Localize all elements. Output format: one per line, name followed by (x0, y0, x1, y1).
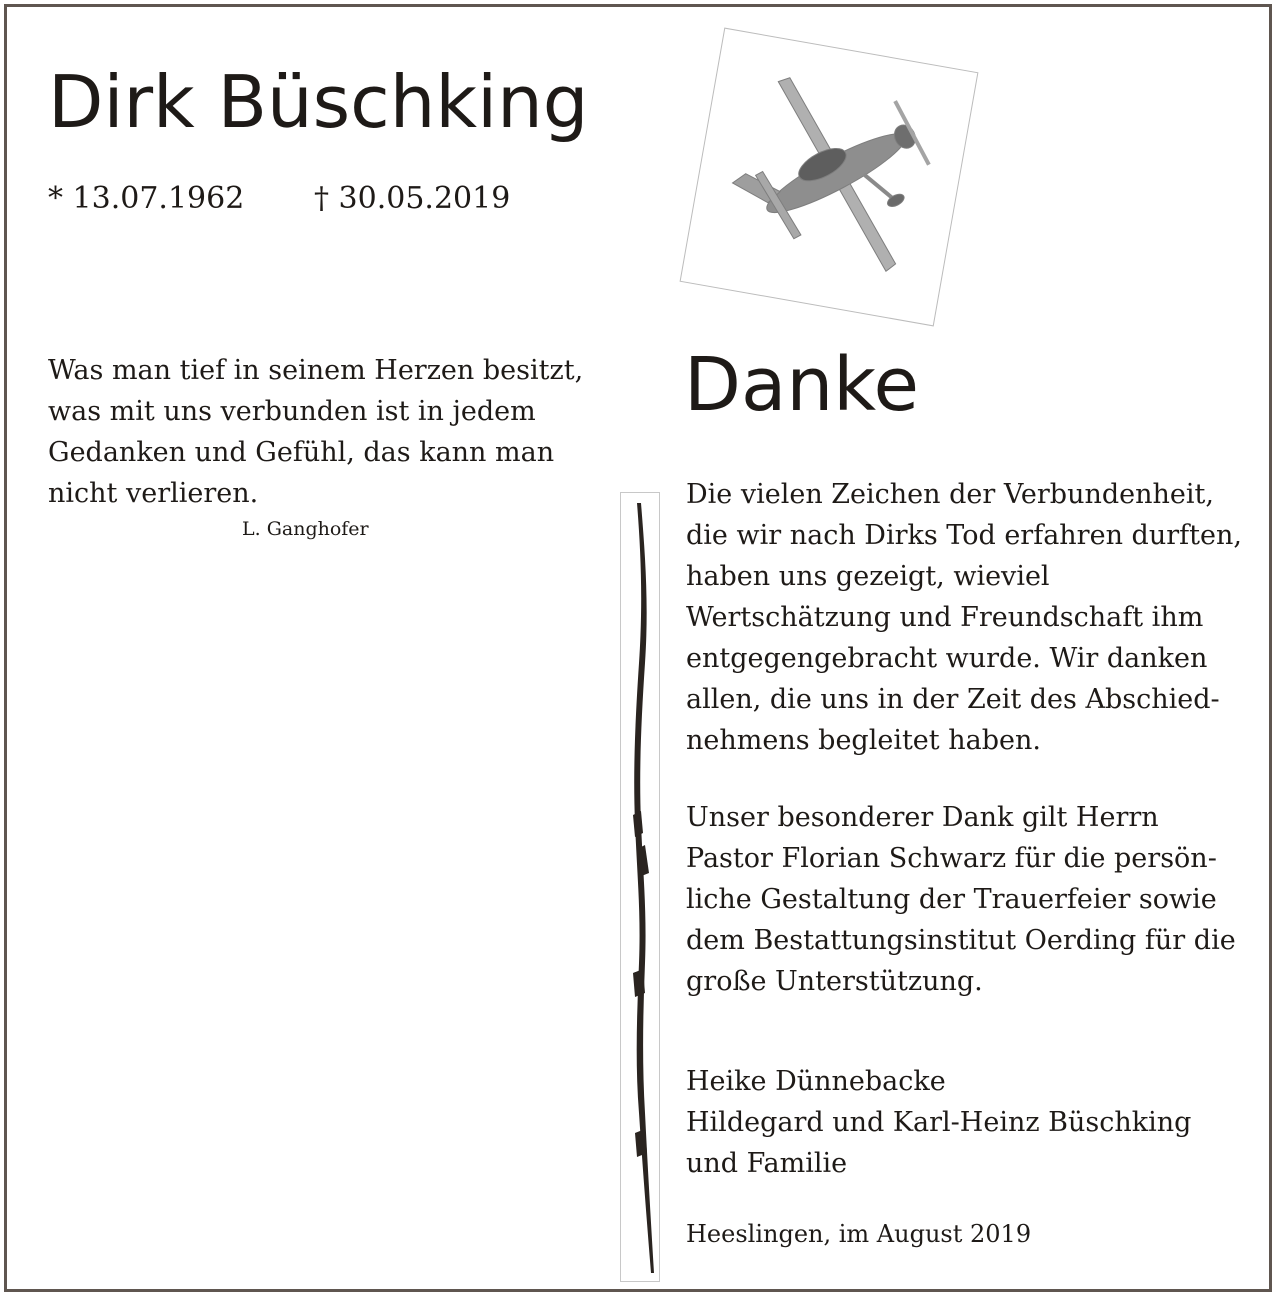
thanks-line: Die vielen Zeichen der Verbundenheit, (686, 479, 1214, 510)
quote-line: was mit uns verbunden ist in jedem (48, 396, 536, 427)
signatory: Heike Dünnebacke (686, 1066, 946, 1097)
signatories (686, 1061, 1256, 1184)
quote-block (48, 350, 608, 514)
brush-stroke-icon (621, 493, 659, 1281)
thanks-line: Wertschätzung und Freundschaft ihm (686, 602, 1204, 633)
signatory: und Familie (686, 1148, 848, 1179)
birth-date: * 13.07.1962 (48, 181, 245, 216)
thanks-line: liche Gestaltung der Trauerfeier sowie (686, 884, 1217, 915)
thanks-paragraph-1 (686, 474, 1256, 761)
quote-line: Was man tief in seinem Herzen besitzt, (48, 355, 584, 386)
thanks-line: Unser besonderer Dank gilt Herrn (686, 802, 1159, 833)
thanks-line: haben uns gezeigt, wieviel (686, 561, 1050, 592)
quote-line: Gedanken und Gefühl, das kann man (48, 437, 555, 468)
place-date: Heeslingen, im August 2019 (686, 1220, 1032, 1248)
thanks-line: große Unterstützung. (686, 966, 983, 997)
airplane-icon (681, 29, 978, 326)
brush-stroke-ornament (620, 492, 660, 1282)
airplane-photo (680, 28, 979, 327)
thanks-heading: Danke (684, 342, 919, 428)
quote-author: L. Ganghofer (242, 518, 369, 540)
signatory: Hildegard und Karl-Heinz Büschking (686, 1107, 1192, 1138)
thanks-line: nehmens begleitet haben. (686, 725, 1041, 756)
deceased-name: Dirk Büschking (48, 60, 589, 144)
thanks-line: entgegengebracht wurde. Wir danken (686, 643, 1208, 674)
thanks-paragraph-2 (686, 797, 1256, 1002)
thanks-line: Pastor Florian Schwarz für die persön- (686, 843, 1217, 874)
thanks-line: dem Bestattungsinstitut Oerding für die (686, 925, 1236, 956)
quote-line: nicht verlieren. (48, 478, 259, 509)
death-date: † 30.05.2019 (314, 181, 511, 216)
thanks-line: allen, die uns in der Zeit des Abschied- (686, 684, 1220, 715)
thanks-line: die wir nach Dirks Tod erfahren durften, (686, 520, 1242, 551)
